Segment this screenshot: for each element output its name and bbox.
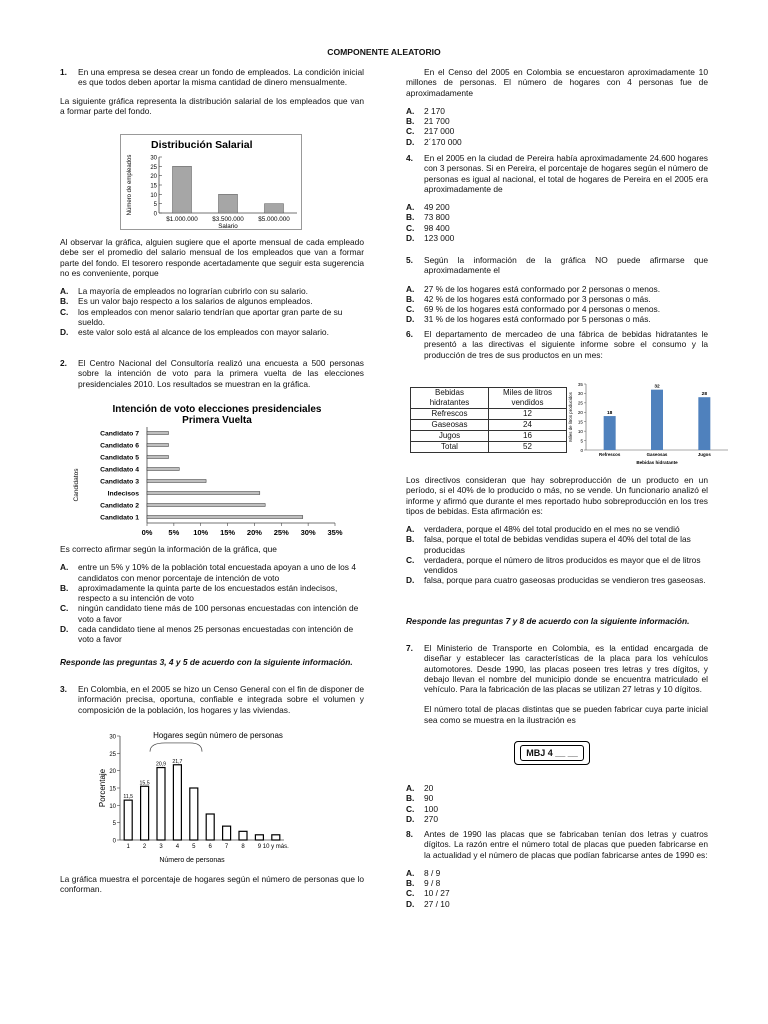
answer-option[interactable]: [406, 804, 708, 814]
table-header: Miles de litros vendidos: [489, 388, 567, 409]
option-text: La mayoría de empleados no lograrían cubrirlo con su salario.: [78, 286, 308, 296]
question-7-options: [406, 783, 708, 824]
option-letter: A.: [406, 524, 415, 534]
households-chart: [96, 728, 306, 866]
x-tick-label: 30%: [300, 528, 316, 537]
option-text: verdadera, porque el 48% del total producido en el mes no se vendió: [424, 524, 680, 534]
answer-option[interactable]: [60, 286, 364, 296]
option-text: 10 / 27: [424, 888, 450, 899]
option-letter: A.: [406, 202, 415, 212]
bar: [255, 835, 263, 840]
x-tick-label: 10 y más.: [262, 844, 289, 850]
bar: [147, 444, 168, 447]
bar: [173, 166, 192, 213]
production-chart: [566, 376, 732, 468]
option-text: 69 % de los hogares está conformado por 4 personas o menos.: [424, 304, 661, 314]
option-text: ningún candidato tiene más de 100 personas encuestadas con intención de voto a favor: [78, 603, 359, 624]
x-tick-label: 20%: [246, 528, 262, 537]
option-list: [406, 202, 708, 243]
table-cell: 16: [489, 430, 567, 441]
question-4: [406, 153, 708, 243]
answer-option[interactable]: [406, 575, 708, 585]
question-7: [406, 643, 708, 725]
license-plate: [514, 741, 590, 765]
x-tick-label: 5: [192, 844, 196, 850]
option-text: 9 / 8: [424, 878, 441, 888]
option-letter: A.: [60, 562, 69, 573]
instruction-78: [406, 616, 708, 626]
bar: [239, 831, 247, 840]
answer-option[interactable]: [406, 116, 708, 126]
option-letter: B.: [406, 293, 415, 304]
y-tick-label: 10: [150, 192, 157, 199]
answer-option[interactable]: [406, 783, 708, 793]
question-number: 3.: [60, 684, 67, 694]
y-tick-label: 15: [150, 183, 157, 190]
table-cell: 52: [489, 441, 567, 452]
y-tick-label: 5: [580, 438, 583, 444]
question-text: En Colombia, en el 2005 se hizo un Censo General con el fin de disponer de información precisa, oportuna, confiable e integrada sobre el volumen y composición de la población, los hogares y las viviendas.: [78, 684, 364, 715]
vote-chart-svg: [72, 401, 352, 537]
question-text: El Ministerio de Transporte en Colombia, es la entidad encargada de diseñar y establecer las características de la placa para los vehículos automotores. Desde 1990, las placas poseen tres letras y tres dígitos, y debajo llevan el nombre del municipio donde se encuentra matriculado el vehículo. Para la fabricación de las placas se utilizan 27 letras y 10 dígitos.: [424, 643, 708, 694]
option-letter: D.: [406, 314, 415, 325]
page-title: COMPONENTE ALEATORIO: [327, 47, 441, 57]
category-label: Candidato 7: [100, 430, 139, 438]
answer-option[interactable]: [406, 534, 708, 555]
chart-title: Distribución Salarial: [151, 139, 253, 151]
y-tick-label: 20: [577, 410, 583, 416]
table-header-row: [411, 388, 567, 409]
option-text: entre un 5% y 10% de la población total encuestada apoyan a uno de los 4 candidatos con menor porcentaje de intención de voto: [78, 562, 356, 583]
answer-option[interactable]: [406, 868, 708, 878]
production-chart-svg: [566, 376, 732, 468]
option-text: cada candidato tiene al menos 25 personas encuestadas con intención de voto a favor: [78, 623, 354, 644]
x-tick-label: 9: [257, 844, 262, 850]
instruction-text: Responde las preguntas 3, 4 y 5 de acuerdo con la siguiente información.: [60, 657, 353, 667]
answer-option[interactable]: [406, 212, 708, 222]
x-axis-label: Salario: [218, 223, 238, 230]
option-text: los empleados con menor salario tendrían que aportar gran parte de su sueldo.: [78, 306, 343, 327]
option-letter: C.: [406, 888, 415, 899]
bar: [272, 835, 280, 840]
bar: [147, 456, 168, 459]
answer-option[interactable]: [60, 327, 364, 337]
data-label: 20,9: [155, 761, 167, 768]
y-tick-label: 25: [577, 400, 583, 406]
option-text: 100: [424, 803, 438, 814]
option-text: este valor solo está al alcance de los empleados con mayor salario.: [78, 327, 329, 337]
option-text: 2´170 000: [424, 136, 462, 147]
option-letter: D.: [406, 898, 415, 909]
y-tick-label: 20: [109, 769, 116, 776]
option-text: 217 000: [424, 126, 455, 137]
x-tick-label: 35%: [327, 528, 343, 537]
answer-option[interactable]: [60, 583, 364, 604]
table-cell: 24: [489, 419, 567, 430]
answer-option[interactable]: [60, 603, 364, 624]
beverage-table: [410, 387, 567, 453]
option-letter: C.: [406, 803, 415, 814]
table-cell: 12: [489, 408, 567, 419]
question-3-after: [60, 874, 364, 895]
license-plate-text: MBJ 4 __ __: [520, 745, 584, 762]
answer-option[interactable]: [406, 314, 708, 324]
data-label: 11,5: [123, 794, 134, 801]
answer-option[interactable]: [406, 524, 708, 534]
option-text: 90: [424, 793, 434, 804]
question-number: 5.: [406, 255, 413, 265]
x-tick-label: 4: [175, 844, 180, 850]
question-intro: La siguiente gráfica representa la distribución salarial de los empleados que van a formar parte del fondo.: [60, 95, 364, 116]
y-tick-label: 0: [153, 211, 157, 218]
bar: [147, 504, 265, 507]
question-1-body: [60, 237, 364, 337]
answer-option[interactable]: [406, 137, 708, 147]
option-list: [406, 783, 708, 824]
bar: [141, 786, 149, 840]
bar: [651, 390, 663, 450]
option-list: [406, 284, 708, 325]
question-after: Los directivos consideran que hay sobreproducción de un producto en un período, si el 40% de lo producido o más, no se vende. Un funcionario analizó el informe y afirmó que durante el mes reportado hubo sobreproducción en los tres tipos de bebidas. Esta afirmación es:: [406, 475, 708, 516]
option-text: Es un valor bajo respecto a los salarios de algunos empleados.: [78, 296, 313, 307]
option-letter: D.: [60, 623, 69, 634]
bar: [604, 416, 616, 450]
data-label: 18: [606, 411, 613, 417]
option-letter: D.: [406, 813, 415, 824]
table-header: Bebidas hidratantes: [411, 388, 489, 409]
question-3: [60, 684, 364, 715]
category-label: Candidato 3: [100, 478, 139, 486]
answer-option[interactable]: [406, 233, 708, 243]
option-text: 31 % de los hogares está conformado por 5 personas o más.: [424, 314, 651, 325]
x-axis-label: Número de personas: [159, 857, 225, 864]
question-number: 8.: [406, 829, 413, 839]
option-letter: B.: [406, 793, 415, 804]
x-tick-label: 25%: [273, 528, 289, 537]
question-text: Según la información de la gráfica NO puede afirmarse que aproximadamente el: [424, 255, 708, 276]
question-text: El departamento de mercadeo de una fábrica de bebidas hidratantes le presentó a las directivas el siguiente informe sobre el consumo y la producción de tres de sus productos en un mes:: [424, 329, 708, 360]
y-tick-label: 0: [580, 447, 583, 453]
option-text: falsa, porque para cuatro gaseosas producidas se vendieron tres gaseosas.: [424, 575, 706, 586]
table-cell: Total: [411, 441, 489, 452]
bar: [223, 826, 231, 840]
answer-option[interactable]: [60, 296, 364, 306]
category-label: Candidato 1: [100, 514, 139, 522]
option-letter: C.: [60, 306, 69, 317]
y-tick-label: 10: [109, 803, 116, 810]
option-list: [60, 562, 364, 644]
bar: [147, 480, 206, 483]
y-axis-label: Candidatos: [73, 468, 80, 502]
x-tick-label: Gaseosas: [646, 452, 668, 457]
question-after: Al observar la gráfica, alguien sugiere que el aporte mensual de cada empleado debe ser el promedio del salario mensual de los empleados que van a formar parte del fondo. El tesorero responde acertadamente que seguir esta sugerencia no es conveniente, porque: [60, 237, 364, 278]
option-text: 20: [424, 783, 434, 793]
option-letter: C.: [406, 304, 415, 314]
data-label: 15,5: [139, 780, 150, 787]
table-row: [411, 408, 567, 419]
question-number: 4.: [406, 153, 413, 163]
question-after: La gráfica muestra el porcentaje de hogares según el número de personas que lo conforman.: [60, 874, 364, 895]
x-tick-label: 2: [142, 844, 147, 850]
option-letter: B.: [406, 116, 415, 126]
option-text: falsa, porque el total de bebidas vendidas supera el 40% del total de las producidas: [424, 534, 691, 555]
question-5: [406, 255, 708, 325]
table-cell: Jugos: [411, 430, 489, 441]
data-label: 21,7: [172, 758, 183, 765]
option-letter: B.: [406, 534, 415, 545]
table-row: [411, 419, 567, 430]
option-text: 2 170: [424, 105, 445, 116]
y-tick-label: 5: [112, 821, 116, 828]
bar: [147, 432, 168, 435]
option-list: [406, 524, 708, 586]
option-letter: C.: [60, 603, 69, 614]
chart-subtitle: Primera Vuelta: [182, 415, 252, 426]
option-text: verdadera, porque el número de litros producidos es mayor que el de litros vendidos: [424, 554, 701, 575]
question-continuation: En el Censo del 2005 en Colombia se encuestaron aproximadamente 10 millones de personas. El número de hogares con 4 personas fue de aproximadamente: [406, 67, 708, 98]
category-label: Candidato 5: [100, 454, 139, 462]
bar: [265, 204, 284, 213]
question-1: [60, 67, 364, 116]
x-tick-label: 0%: [141, 528, 153, 537]
table-row: [411, 441, 567, 452]
y-tick-label: 30: [577, 391, 583, 397]
vote-chart: [72, 401, 352, 537]
y-tick-label: 10: [577, 428, 583, 434]
x-tick-label: 15%: [220, 528, 236, 537]
option-letter: D.: [60, 327, 69, 337]
option-text: 8 / 9: [424, 867, 441, 878]
answer-option[interactable]: [406, 223, 708, 233]
option-text: 73 800: [424, 212, 450, 223]
answer-option[interactable]: [406, 294, 708, 304]
chart-title: Intención de voto elecciones presidenciales: [112, 404, 322, 415]
question-text: En una empresa se desea crear un fondo de empleados. La condición inicial es que todos deben aportar la misma cantidad de dinero mensualmente.: [78, 67, 364, 88]
question-number: 2.: [60, 358, 67, 368]
bar: [124, 800, 132, 840]
answer-option[interactable]: [406, 793, 708, 803]
chart-title: Hogares según número de personas: [153, 731, 283, 740]
y-tick-label: 30: [150, 155, 157, 162]
x-tick-label: 3: [159, 844, 163, 850]
question-number: 7.: [406, 643, 413, 653]
answer-option[interactable]: [406, 899, 708, 909]
option-letter: D.: [406, 232, 415, 243]
option-list: [406, 106, 708, 147]
answer-option[interactable]: [406, 814, 708, 824]
x-tick-label: Jugos: [697, 452, 711, 457]
answer-option[interactable]: [406, 126, 708, 136]
y-tick-label: 25: [109, 751, 116, 758]
y-tick-label: 35: [577, 381, 583, 387]
question-text: El Centro Nacional del Consultoría realizó una encuesta a 500 personas sobre la intención de voto para la primera vuelta de las elecciones presidenciales 2010. Los resultados se muestran en la gráfica.: [78, 358, 364, 389]
category-label: Candidato 4: [100, 466, 139, 474]
y-axis-label: Miles de litros producidos: [568, 392, 573, 442]
option-text: 98 400: [424, 222, 450, 233]
category-label: Candidato 2: [100, 502, 139, 510]
option-letter: A.: [406, 283, 415, 294]
answer-option[interactable]: [406, 106, 708, 116]
salary-chart-svg: [121, 135, 303, 231]
option-text: 21 700: [424, 116, 450, 126]
table-cell: Refrescos: [411, 408, 489, 419]
option-letter: A.: [60, 286, 69, 296]
answer-option[interactable]: [406, 888, 708, 898]
bar: [147, 492, 260, 495]
option-list: [406, 868, 708, 909]
bar: [147, 468, 179, 471]
question-text: En el 2005 en la ciudad de Pereira había aproximadamente 24.600 hogares con 3 personas. Si en Pereira, el porcentaje de hogares según el número de personas es igual al nacional, el total de hogares de Pereira en el 2005 era aproximadamente de: [424, 153, 708, 194]
bar: [219, 194, 238, 213]
option-text: aproximadamente la quinta parte de los encuestados están indecisos, respecto a su intención de voto: [78, 582, 338, 603]
option-letter: A.: [406, 867, 415, 878]
salary-chart: [120, 134, 302, 230]
data-label: 32: [654, 384, 660, 390]
y-tick-label: 15: [109, 786, 116, 793]
option-list: [60, 286, 364, 337]
question-3-cont: [406, 67, 708, 147]
x-tick-label: 7: [224, 844, 229, 850]
option-text: 42 % de los hogares está conformado por 3 personas o más.: [424, 293, 651, 304]
option-letter: A.: [406, 105, 415, 116]
question-number: 6.: [406, 329, 413, 339]
option-letter: B.: [406, 878, 415, 888]
option-text: 49 200: [424, 202, 450, 212]
answer-option[interactable]: [406, 284, 708, 294]
option-letter: B.: [60, 582, 69, 593]
option-letter: D.: [406, 575, 415, 586]
bracket-annotation: [150, 743, 202, 752]
x-tick-label: 1: [126, 844, 130, 850]
answer-option[interactable]: [60, 624, 364, 645]
option-text: 270: [424, 813, 438, 824]
x-tick-label: $3.500.000: [212, 216, 244, 223]
x-tick-label: $5.000.000: [258, 216, 290, 223]
option-letter: C.: [406, 222, 415, 233]
bar: [173, 765, 181, 840]
bar: [157, 768, 165, 840]
question-after: Es correcto afirmar según la información de la gráfica, que: [60, 544, 277, 554]
y-tick-label: 15: [577, 419, 583, 425]
option-letter: D.: [406, 136, 415, 147]
answer-option[interactable]: [406, 202, 708, 212]
y-axis-label: Número de empleados: [127, 154, 133, 216]
y-tick-label: 5: [153, 202, 157, 209]
households-chart-svg: [96, 728, 306, 866]
x-tick-label: 6: [208, 844, 212, 850]
answer-option[interactable]: [60, 562, 364, 583]
question-text: Antes de 1990 las placas que se fabricaban tenían dos letras y cuatros dígitos. La razón entre el número total de placas que pueden fabricarse en la actualidad y el número de placas que podían fabricarse antes de 1990 es:: [424, 829, 708, 860]
category-label: Candidato 6: [100, 442, 139, 450]
option-letter: B.: [406, 212, 415, 223]
question-2: [60, 358, 364, 389]
option-text: 27 / 10: [424, 898, 450, 909]
x-tick-label: Refrescos: [599, 452, 621, 457]
data-label: 28: [701, 392, 708, 398]
table-row: [411, 430, 567, 441]
question-2-body: [60, 544, 364, 644]
bar: [190, 788, 198, 840]
instruction-345: [60, 657, 364, 667]
option-text: 27 % de los hogares está conformado por 2 personas o menos.: [424, 283, 661, 294]
option-letter: A.: [406, 783, 415, 793]
instruction-text: Responde las preguntas 7 y 8 de acuerdo con la siguiente información.: [406, 616, 690, 626]
x-tick-label: $1.000.000: [166, 216, 198, 223]
option-letter: C.: [406, 554, 415, 565]
category-label: Indecisos: [107, 490, 139, 498]
x-axis-label: Bebidas hidratante: [636, 460, 678, 465]
question-text-2: El número total de placas distintas que se pueden fabricar cuya parte inicial sea como se muestra en la ilustración es: [424, 704, 708, 725]
option-letter: B.: [60, 296, 69, 307]
answer-option[interactable]: [406, 555, 708, 576]
x-tick-label: 5%: [168, 528, 180, 537]
y-tick-label: 25: [150, 164, 157, 171]
bar: [147, 516, 303, 519]
question-8: [406, 829, 708, 909]
y-tick-label: 20: [150, 174, 157, 181]
answer-option[interactable]: [406, 878, 708, 888]
x-tick-label: 8: [241, 844, 245, 850]
question-number: 1.: [60, 67, 67, 77]
table-cell: Gaseosas: [411, 419, 489, 430]
question-6-body: [406, 475, 708, 586]
bar: [698, 397, 710, 450]
y-tick-label: 30: [109, 734, 116, 741]
answer-option[interactable]: [60, 307, 364, 328]
x-tick-label: 10%: [193, 528, 209, 537]
option-letter: C.: [406, 126, 415, 137]
y-tick-label: 0: [112, 838, 116, 845]
bar: [206, 814, 214, 840]
answer-option[interactable]: [406, 304, 708, 314]
question-6: [406, 329, 708, 360]
option-text: 123 000: [424, 232, 455, 243]
y-axis-label: Porcentaje: [98, 768, 107, 808]
